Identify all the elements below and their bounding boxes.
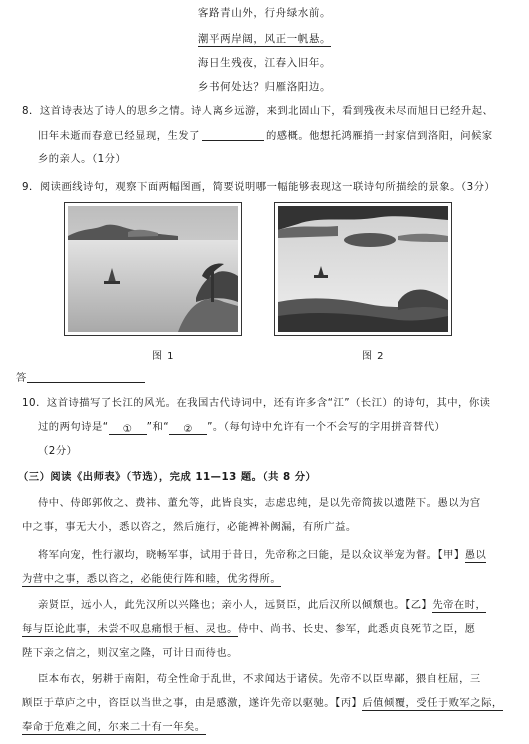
passage-p4-line-2 (22, 698, 512, 708)
passage-p2-line-1 (38, 550, 512, 560)
q10-line-2c: ”。（每句诗中允许有一个不会写的字用拼音替代） (207, 421, 446, 433)
passage-p4-line-1: 臣本布衣，躬耕于南阳，苟全性命于乱世，不求闻达于诸侯。先帝不以臣卑鄙，猥自枉屈，三 (38, 673, 481, 685)
passage-jia-underlined-end: 为营中之事，悉以咨之，必能使行阵和睦，优劣得所。 (22, 573, 282, 585)
passage-jia-underlined-start: 愚以 (464, 549, 487, 561)
q10-blank-1[interactable] (109, 424, 147, 435)
poem-line-2-underlined: 潮平两岸阔，风正一帆悬。 (197, 33, 332, 45)
passage-p2-line-1a: 将军向宠，性行淑均，晓畅军事，试用于昔日，先帝称之曰能，是以众议举宠为督。【甲】 (38, 549, 465, 561)
q10-line-2b: ”和“ (146, 421, 170, 433)
poem-line-4: 乡书何处达？归雁洛阳边。 (197, 81, 332, 93)
figure-2-landscape-image (278, 206, 448, 332)
q8-line-1: 8．这首诗表达了诗人的思乡之情。诗人离乡远游，来到北固山下，看到残夜未尽而旭日已经升起、 (22, 105, 494, 117)
figure-1-caption: 图 1 (152, 351, 175, 362)
q10-line-2a: 过的两句诗是“ (38, 421, 109, 433)
poem-line-1: 客路青山外，行舟绿水前。 (197, 7, 332, 19)
q10-line-1: 10．这首诗描写了长江的风光。在我国古代诗词中，还有许多含“江”（长江）的诗句，其中，你读 (22, 397, 491, 409)
q8-line-2b: 的感概。他想托鸿雁捎一封家信到洛阳，问候家 (265, 130, 493, 142)
q10-blank-2-marker: ② (183, 423, 193, 435)
passage-p3-line-3: 陛下亲之信之，则汉室之隆，可计日而待也。 (22, 647, 238, 659)
q9-answer-blank[interactable] (27, 372, 145, 383)
q9-answer-row (16, 372, 506, 383)
q10-blank-1-marker: ① (122, 423, 133, 435)
passage-bing-underlined-start: 后值倾覆，受任于败军之际， (362, 697, 503, 709)
figure-2-painting (274, 202, 452, 336)
q8-line-2 (38, 130, 512, 141)
passage-yi-underlined-start: 先帝在时， (432, 599, 487, 611)
section-3-heading: （三）阅读《出师表》（节选），完成 11—13 题。（共 8 分） (18, 471, 317, 483)
q10-line-3: （2分） (38, 445, 78, 457)
passage-bing-underlined-end: 奉命于危难之间，尔来二十有一年矣。 (22, 721, 206, 733)
passage-p1-line-1: 侍中、侍郎郭攸之、费祎、董允等，此皆良实，志虑忠纯，是以先帝简拔以遗陛下。愚以为宫 (38, 497, 481, 509)
passage-p1-line-2: 中之事，事无大小，悉以咨之，然后施行，必能裨补阙漏，有所广益。 (22, 521, 357, 533)
passage-p2-line-2 (22, 574, 512, 584)
q8-line-3: 乡的亲人。（1分） (38, 153, 127, 165)
figure-1-landscape-image (68, 206, 238, 332)
passage-p3-line-2 (22, 624, 512, 634)
q10-blank-2[interactable] (169, 424, 207, 435)
poem-line-3: 海日生残夜，江春入旧年。 (197, 57, 332, 69)
passage-p4-line-3 (22, 722, 512, 732)
passage-p3-line-2b: 侍中、尚书、长史、参军，此悉贞良死节之臣，愿 (237, 623, 476, 635)
figure-1-painting (64, 202, 242, 336)
q9-answer-label: 答 (16, 372, 27, 384)
passage-p3-line-1 (38, 600, 512, 610)
q9-prompt: 9．阅读画线诗句，观察下面两幅图画，简要说明哪一幅能够表现这一联诗句所描绘的景象。（3分） (22, 181, 496, 193)
q8-answer-blank[interactable] (202, 130, 264, 141)
passage-yi-underlined-end: 每与臣论此事，未尝不叹息痛恨于桓、灵也。 (22, 623, 238, 635)
figure-2-caption: 图 2 (362, 351, 385, 362)
q10-line-2 (38, 422, 512, 435)
q8-line-2a: 旧年未逝而春意已经显现，生发了 (38, 130, 200, 142)
passage-p4-line-2a: 顾臣于草庐之中，咨臣以当世之事，由是感激，遂许先帝以驱驰。【丙】 (22, 697, 363, 709)
passage-p3-line-1a: 亲贤臣，远小人，此先汉所以兴隆也；亲小人，远贤臣，此后汉所以倾颓也。【乙】 (38, 599, 433, 611)
